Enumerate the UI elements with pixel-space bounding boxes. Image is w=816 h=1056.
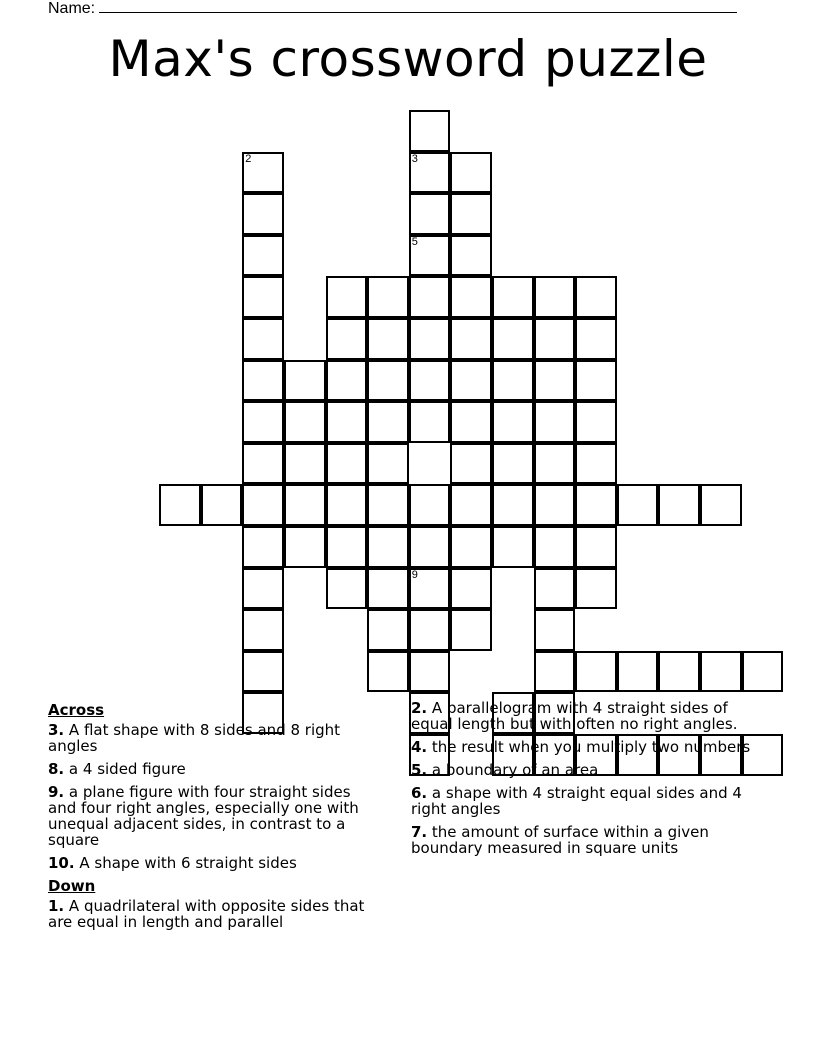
grid-cell[interactable] bbox=[284, 360, 326, 402]
grid-cell[interactable] bbox=[450, 276, 492, 318]
grid-cell[interactable] bbox=[450, 360, 492, 402]
grid-cell[interactable] bbox=[492, 276, 534, 318]
name-line bbox=[99, 0, 737, 13]
grid-cell[interactable] bbox=[534, 318, 576, 360]
across-heading: Across bbox=[48, 701, 105, 719]
name-field bbox=[48, 0, 737, 18]
grid-cell[interactable] bbox=[450, 484, 492, 526]
grid-cell[interactable] bbox=[700, 484, 742, 526]
grid-cell[interactable] bbox=[242, 276, 284, 318]
grid-cell[interactable] bbox=[534, 443, 576, 485]
grid-cell[interactable] bbox=[284, 401, 326, 443]
clue-number: 3. bbox=[48, 721, 65, 739]
grid-cell[interactable] bbox=[367, 401, 409, 443]
clue-text: a boundary of an area bbox=[431, 761, 599, 779]
grid-cell[interactable] bbox=[575, 443, 617, 485]
grid-cell[interactable] bbox=[534, 651, 576, 693]
grid-cell[interactable] bbox=[326, 401, 368, 443]
grid-cell[interactable] bbox=[575, 318, 617, 360]
grid-cell[interactable] bbox=[367, 526, 409, 568]
grid-cell[interactable] bbox=[242, 609, 284, 651]
grid-cell[interactable] bbox=[409, 568, 451, 610]
down-clue bbox=[411, 824, 751, 856]
grid-cell[interactable] bbox=[617, 651, 659, 693]
grid-cell[interactable] bbox=[242, 568, 284, 610]
grid-cell[interactable] bbox=[409, 401, 451, 443]
grid-cell[interactable] bbox=[450, 235, 492, 277]
grid-cell[interactable] bbox=[201, 484, 243, 526]
clue-text: A flat shape with 8 sides and 8 right angles bbox=[48, 721, 341, 755]
grid-cell[interactable] bbox=[450, 609, 492, 651]
grid-cell[interactable] bbox=[326, 484, 368, 526]
grid-cell[interactable] bbox=[242, 401, 284, 443]
grid-cell[interactable] bbox=[700, 651, 742, 693]
grid-cell[interactable] bbox=[367, 318, 409, 360]
grid-cell[interactable] bbox=[534, 484, 576, 526]
grid-cell[interactable] bbox=[284, 484, 326, 526]
clue-text: a 4 sided figure bbox=[68, 760, 186, 778]
grid-cell[interactable] bbox=[575, 526, 617, 568]
grid-cell[interactable] bbox=[242, 193, 284, 235]
grid-cell[interactable] bbox=[367, 651, 409, 693]
grid-cell[interactable] bbox=[658, 651, 700, 693]
grid-cell[interactable] bbox=[575, 568, 617, 610]
grid-cell[interactable] bbox=[575, 484, 617, 526]
grid-cell[interactable] bbox=[492, 318, 534, 360]
grid-cell[interactable] bbox=[492, 360, 534, 402]
grid-cell[interactable] bbox=[326, 526, 368, 568]
grid-cell[interactable] bbox=[326, 360, 368, 402]
clue-number: 2. bbox=[411, 699, 428, 717]
grid-cell[interactable] bbox=[534, 401, 576, 443]
grid-cell[interactable] bbox=[409, 484, 451, 526]
grid-cell[interactable] bbox=[409, 651, 451, 693]
page-title: Max's crossword puzzle bbox=[108, 30, 708, 88]
grid-cell[interactable] bbox=[534, 526, 576, 568]
grid-cell[interactable] bbox=[575, 651, 617, 693]
clue-number: 10. bbox=[48, 854, 75, 872]
grid-cell[interactable] bbox=[242, 526, 284, 568]
grid-cell[interactable] bbox=[450, 152, 492, 194]
grid-cell[interactable] bbox=[242, 318, 284, 360]
grid-cell[interactable] bbox=[575, 401, 617, 443]
clue-text: A parallelogram with 4 straight sides of equal length but with often no right angles. bbox=[411, 699, 738, 733]
grid-cell[interactable] bbox=[450, 443, 492, 485]
down-clue bbox=[411, 762, 751, 778]
grid-cell[interactable] bbox=[492, 526, 534, 568]
clue-text: the result when you multiply two numbers bbox=[431, 738, 751, 756]
clue-number: 5. bbox=[411, 761, 428, 779]
grid-cell[interactable] bbox=[326, 276, 368, 318]
clue-number: 1. bbox=[48, 897, 65, 915]
grid-cell[interactable] bbox=[409, 235, 451, 277]
grid-cell[interactable] bbox=[367, 360, 409, 402]
grid-cell[interactable] bbox=[409, 609, 451, 651]
grid-cell[interactable] bbox=[326, 318, 368, 360]
grid-cell[interactable] bbox=[492, 401, 534, 443]
grid-cell[interactable] bbox=[409, 152, 451, 194]
clue-text: a shape with 4 straight equal sides and 4 right angles bbox=[411, 784, 742, 818]
grid-cell[interactable] bbox=[450, 193, 492, 235]
down-clue bbox=[48, 898, 383, 930]
grid-cell[interactable] bbox=[534, 568, 576, 610]
grid-cell[interactable] bbox=[492, 443, 534, 485]
grid-cell[interactable] bbox=[409, 526, 451, 568]
grid-cell[interactable] bbox=[450, 526, 492, 568]
down-heading: Down bbox=[48, 877, 96, 895]
grid-cell[interactable] bbox=[284, 443, 326, 485]
clue-text: A quadrilateral with opposite sides that are equal in length and parallel bbox=[48, 897, 365, 931]
clue-text: a plane figure with four straight sides and four right angles, especially one with unequal adjacent sides, in contrast to a square bbox=[48, 783, 359, 849]
grid-cell[interactable] bbox=[575, 276, 617, 318]
grid-cell[interactable] bbox=[242, 484, 284, 526]
across-clue bbox=[48, 722, 383, 754]
clues-left-column bbox=[48, 700, 383, 937]
grid-cell[interactable] bbox=[367, 276, 409, 318]
grid-cell[interactable] bbox=[159, 484, 201, 526]
grid-cell[interactable] bbox=[534, 360, 576, 402]
cell-number: 9 bbox=[411, 568, 418, 581]
across-clue bbox=[48, 761, 383, 777]
grid-cell[interactable] bbox=[367, 484, 409, 526]
grid-cell[interactable] bbox=[658, 484, 700, 526]
clue-number: 8. bbox=[48, 760, 65, 778]
grid-cell[interactable] bbox=[367, 609, 409, 651]
grid-cell[interactable] bbox=[409, 110, 451, 152]
grid-cell[interactable] bbox=[367, 443, 409, 485]
clue-number: 4. bbox=[411, 738, 428, 756]
grid-cell[interactable] bbox=[409, 193, 451, 235]
grid-cell[interactable] bbox=[242, 443, 284, 485]
cell-number: 3 bbox=[411, 152, 418, 165]
grid-cell[interactable] bbox=[617, 484, 659, 526]
grid-cell[interactable] bbox=[242, 651, 284, 693]
grid-cell[interactable] bbox=[326, 443, 368, 485]
clues-right-column bbox=[411, 700, 751, 863]
grid-cell[interactable] bbox=[534, 276, 576, 318]
down-clue bbox=[411, 700, 751, 732]
grid-cell[interactable] bbox=[326, 568, 368, 610]
clue-text: A shape with 6 straight sides bbox=[79, 854, 297, 872]
clue-number: 9. bbox=[48, 783, 65, 801]
grid-cell[interactable] bbox=[409, 318, 451, 360]
grid-cell[interactable] bbox=[242, 360, 284, 402]
down-clue bbox=[411, 785, 751, 817]
grid-cell[interactable] bbox=[450, 401, 492, 443]
name-label: Name: bbox=[48, 0, 96, 17]
across-clue bbox=[48, 855, 383, 871]
grid-cell[interactable] bbox=[367, 568, 409, 610]
grid-cell[interactable] bbox=[409, 360, 451, 402]
clue-number: 6. bbox=[411, 784, 428, 802]
grid-cell[interactable] bbox=[242, 235, 284, 277]
cell-number: 2 bbox=[245, 152, 252, 165]
grid-cell[interactable] bbox=[492, 484, 534, 526]
down-clue bbox=[411, 739, 751, 755]
grid-cell[interactable] bbox=[242, 152, 284, 194]
grid-cell[interactable] bbox=[450, 318, 492, 360]
grid-cell[interactable] bbox=[409, 276, 451, 318]
grid-cell[interactable] bbox=[575, 360, 617, 402]
grid-cell[interactable] bbox=[450, 568, 492, 610]
cell-number: 5 bbox=[411, 235, 418, 248]
grid-cell[interactable] bbox=[534, 609, 576, 651]
clue-number: 7. bbox=[411, 823, 428, 841]
clue-text: the amount of surface within a given boundary measured in square units bbox=[411, 823, 709, 857]
across-clue bbox=[48, 784, 383, 848]
grid-cell[interactable] bbox=[742, 651, 784, 693]
grid-cell[interactable] bbox=[284, 526, 326, 568]
